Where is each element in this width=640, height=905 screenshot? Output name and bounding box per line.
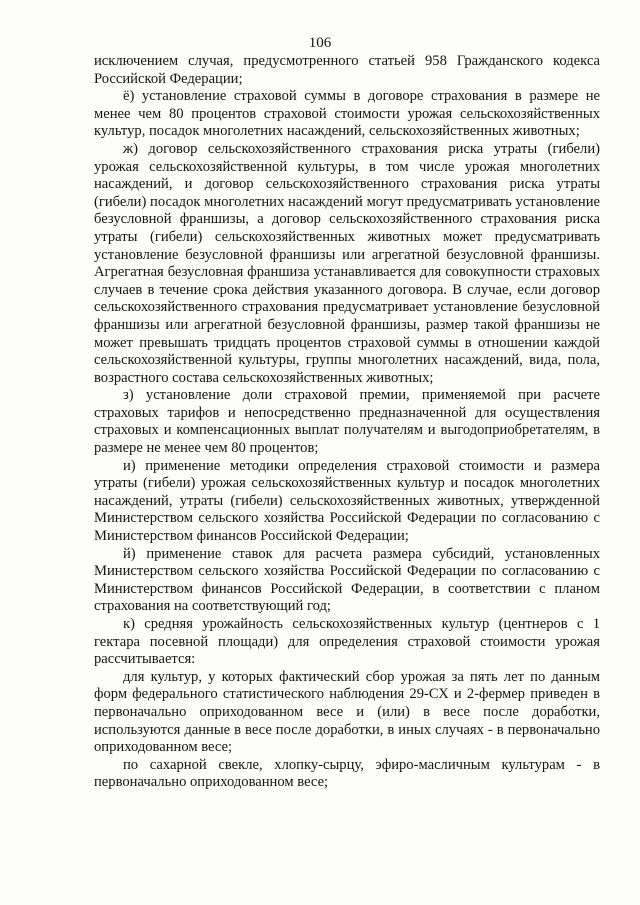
page-number: 106: [308, 35, 332, 51]
paragraph-k-crops: для культур, у которых фактический сбор урожая за пять лет по данным форм федерального статистического наблюдения 29-СХ и 2-фермер приведен в первоначально оприходованном весе и (или) в весе после доработки, используются данные в весе после доработки, в иных случаях - в первоначально оприходованном весе;: [94, 668, 600, 756]
document-body: [94, 53, 600, 792]
paragraph-i: и) применение методики определения страховой стоимости и размера утраты (гибели) урожая сельскохозяйственных культур и посадок многолетних насаждений, утраты (гибели) сельскохозяйственных животных, утвержденной Министерством сельского хозяйства Российской Федерации по согласованию с Министерством финансов Российской Федерации;: [94, 457, 600, 545]
paragraph-intro-continuation: исключением случая, предусмотренного статьей 958 Гражданского кодекса Российской Федерации;: [94, 53, 600, 87]
paragraph-zh: ж) договор сельскохозяйственного страхования риска утраты (гибели) урожая сельскохозяйственной культуры, в том числе урожая многолетних насаждений, и договор сельскохозяйственного страхования риска утраты (гибели) посадок многолетних насаждений могут предусматривать установление безусловной франшизы, а договор сельскохозяйственного страхования риска утраты (гибели) сельскохозяйственных животных может предусматривать установление безусловной франшизы или агрегатной безусловной франшизы. Агрегатная безусловная франшиза устанавливается для совокупности страховых случаев в течение срока действия указанного договора. В случае, если договор сельскохозяйственного страхования предусматривает установление безусловной франшизы или агрегатной безусловной франшизы, размер такой франшизы не может превышать тридцать процентов страховой суммы в отношении каждой сельскохозяйственной культуры, группы многолетних насаждений, вида, пола, возрастного состава сельскохозяйственных животных;: [94, 140, 600, 386]
paragraph-yo: ё) установление страховой суммы в договоре страхования в размере не менее чем 80 процентов страховой стоимости урожая сельскохозяйственных культур, посадок многолетних насаждений, сельскохозяйственных животных;: [94, 88, 600, 140]
paragraph-i-kratkoe: й) применение ставок для расчета размера субсидий, установленных Министерством сельского хозяйства Российской Федерации по согласованию с Министерством финансов Российской Федерации, в соответствии с планом страхования на соответствующий год;: [94, 545, 600, 615]
paragraph-k: к) средняя урожайность сельскохозяйственных культур (центнеров с 1 гектара посевной площади) для определения страховой стоимости урожая рассчитывается:: [94, 616, 600, 668]
paragraph-z: з) установление доли страховой премии, применяемой при расчете страховых тарифов и непосредственно предназначенной для осуществления страховых и компенсационных выплат получателям и выгодоприобретателям, в размере не менее чем 80 процентов;: [94, 387, 600, 457]
paragraph-k-sugar-beet: по сахарной свекле, хлопку-сырцу, эфиро-масличным культурам - в первоначально оприходованном весе;: [94, 756, 600, 791]
